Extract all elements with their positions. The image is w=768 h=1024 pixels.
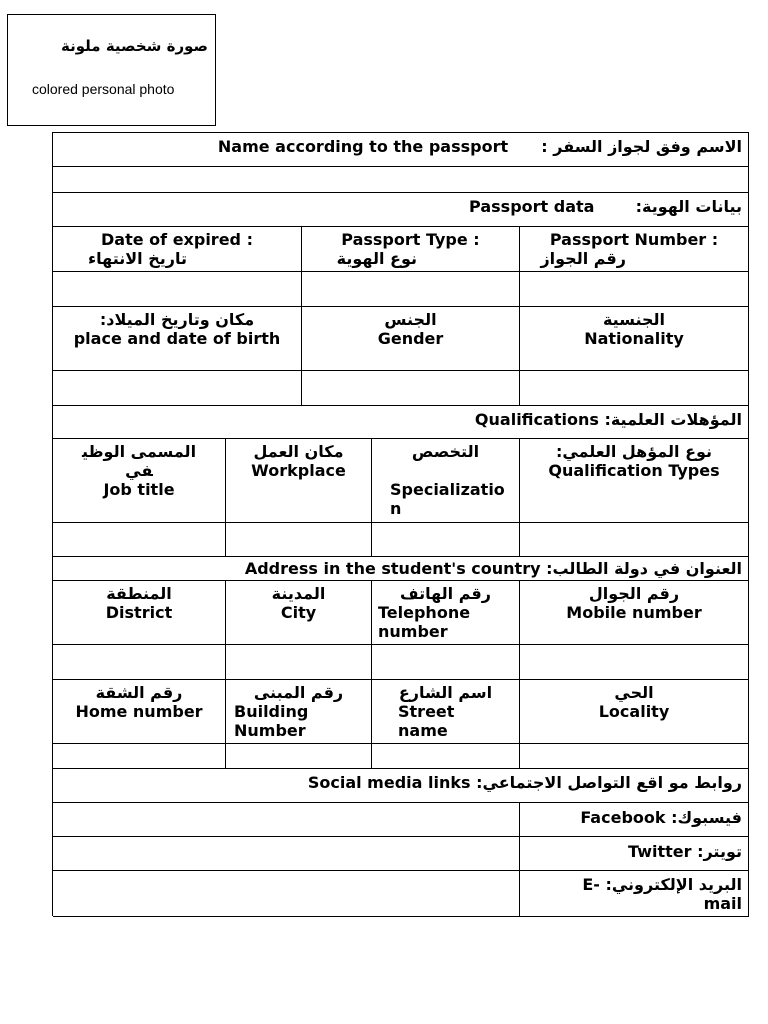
locality-input-cell[interactable] [520, 744, 749, 769]
specialization-label-ar: التخصص [411, 442, 480, 461]
city-label-cell [226, 581, 372, 645]
workplace-label-cell [226, 439, 372, 523]
telephone-label-cell [372, 581, 520, 645]
nationality-input-cell[interactable] [520, 371, 749, 406]
specialization-input-cell[interactable] [372, 523, 520, 557]
mobile-label-cell [520, 581, 749, 645]
district-input-cell[interactable] [53, 645, 226, 680]
job-title-label-en: Job title [103, 480, 175, 499]
workplace-input-cell[interactable] [226, 523, 372, 557]
passport-type-label-cell [302, 227, 520, 272]
city-label-ar: المدينة [271, 584, 326, 603]
passport-heading-en: Passport data [469, 197, 595, 216]
home-number-label-en: Home number [75, 702, 203, 721]
passport-number-label-ar: رقم الجواز [540, 249, 626, 268]
building-number-input-cell[interactable] [226, 744, 372, 769]
passport-heading-cell [53, 193, 749, 227]
nationality-label-en: Nationality [584, 329, 684, 348]
expiry-label-cell [53, 227, 302, 272]
street-name-label-en: Street name [398, 702, 455, 740]
facebook-input-cell[interactable] [53, 803, 520, 837]
locality-label-en: Locality [598, 702, 670, 721]
home-number-label-cell [53, 680, 226, 744]
home-number-input-cell[interactable] [53, 744, 226, 769]
address-heading-en: Address in the student's country [244, 559, 541, 578]
qualification-type-input-cell[interactable] [520, 523, 749, 557]
nationality-label-ar: الجنسية [602, 310, 666, 329]
mobile-label-en: Mobile number [566, 603, 702, 622]
building-number-label-cell [226, 680, 372, 744]
email-label-cell [520, 871, 749, 917]
locality-label-ar: الحي [614, 683, 654, 702]
passport-type-label-en: Passport Type : [341, 230, 480, 249]
passport-number-label-en: Passport Number : [549, 230, 719, 249]
passport-type-input-cell[interactable] [302, 272, 520, 307]
qualification-type-label-cell [520, 439, 749, 523]
address-heading-ar: العنوان في دولة الطالب: [546, 559, 742, 578]
district-label-en: District [105, 603, 173, 622]
facebook-label: فيسبوك: Facebook [580, 808, 742, 827]
twitter-label: تويتر: Twitter [628, 842, 742, 861]
passport-number-input-cell[interactable] [520, 272, 749, 307]
photo-label-ar: صورة شخصية ملونة [61, 37, 208, 55]
name-input-cell[interactable] [53, 167, 749, 193]
gender-input-cell[interactable] [302, 371, 520, 406]
qualification-type-label-ar: نوع المؤهل العلمي: [555, 442, 713, 461]
social-heading-cell [53, 769, 749, 803]
passport-number-label-cell [520, 227, 749, 272]
workplace-label-ar: مكان العمل [253, 442, 344, 461]
building-number-label-en: Building Number [234, 702, 309, 740]
nationality-label-cell [520, 307, 749, 371]
name-label-en: Name according to the passport [217, 137, 509, 156]
qualifications-heading-cell [53, 406, 749, 439]
gender-label-cell [302, 307, 520, 371]
mobile-input-cell[interactable] [520, 645, 749, 680]
email-label: البريد الإلكتروني: E-mail [582, 875, 742, 913]
district-label-cell [53, 581, 226, 645]
social-heading-ar: روابط مو اقع التواصل الاجتماعي: [476, 773, 742, 792]
locality-label-cell [520, 680, 749, 744]
job-title-input-cell[interactable] [53, 523, 226, 557]
city-label-en: City [280, 603, 317, 622]
name-label-cell [53, 133, 749, 167]
city-input-cell[interactable] [226, 645, 372, 680]
qualifications-heading-en: Qualifications [474, 410, 599, 429]
twitter-input-cell[interactable] [53, 837, 520, 871]
passport-type-label-ar: نوع الهوية [336, 249, 417, 268]
birth-label-ar: مكان وتاريخ الميلاد: [99, 310, 255, 329]
birth-input-cell[interactable] [53, 371, 302, 406]
gender-label-en: Gender [377, 329, 444, 348]
telephone-label-ar: رقم الهاتف [400, 584, 491, 603]
email-input-cell[interactable] [53, 871, 520, 917]
birth-label-en: place and date of birth [73, 329, 281, 348]
street-name-label-cell [372, 680, 520, 744]
street-name-input-cell[interactable] [372, 744, 520, 769]
building-number-label-ar: رقم المبنى [253, 683, 344, 702]
social-heading-en: Social media links [307, 773, 471, 792]
job-title-label-ar: المسمى الوظيفي [81, 442, 197, 480]
passport-heading-ar: بيانات الهوية: [635, 197, 742, 216]
birth-label-cell [53, 307, 302, 371]
job-title-label-cell [53, 439, 226, 523]
district-label-ar: المنطقة [106, 584, 172, 603]
specialization-label-cell [372, 439, 520, 523]
street-name-label-ar: اسم الشارع [398, 683, 493, 702]
name-label-ar: الاسم وفق لجواز السفر : [541, 137, 742, 156]
expiry-label-ar: تاريخ الانتهاء [87, 249, 187, 268]
photo-label-en: colored personal photo [32, 81, 175, 97]
application-form [52, 132, 749, 916]
expiry-label-en: Date of expired : [101, 230, 253, 249]
telephone-input-cell[interactable] [372, 645, 520, 680]
workplace-label-en: Workplace [251, 461, 346, 480]
home-number-label-ar: رقم الشقة [95, 683, 183, 702]
twitter-label-cell [520, 837, 749, 871]
mobile-label-ar: رقم الجوال [588, 584, 680, 603]
address-heading-cell [53, 557, 749, 581]
photo-box [7, 14, 216, 126]
expiry-input-cell[interactable] [53, 272, 302, 307]
qualifications-heading-ar: المؤهلات العلمية: [604, 410, 742, 429]
gender-label-ar: الجنس [384, 310, 437, 329]
facebook-label-cell [520, 803, 749, 837]
specialization-label-en: Specialization [390, 480, 505, 518]
qualification-type-label-en: Qualification Types [548, 461, 720, 480]
telephone-label-en: Telephone number [378, 603, 471, 641]
